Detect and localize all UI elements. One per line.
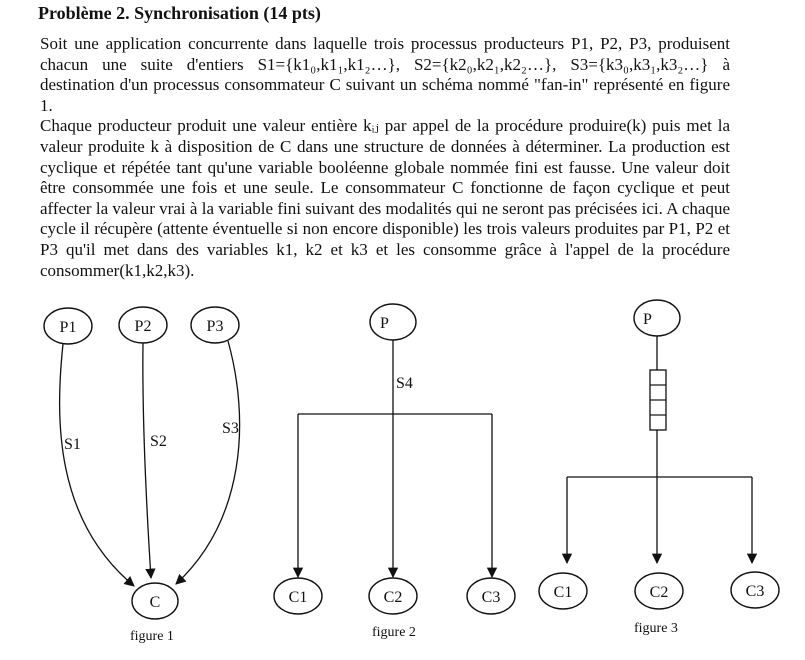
producer-label-p1: P1 (59, 319, 77, 336)
consumer-label-c2: C2 (649, 584, 669, 601)
producer-label-p2: P2 (134, 318, 152, 335)
consumer-label-c1: C1 (288, 589, 308, 606)
stream-label-s2: S2 (150, 433, 167, 450)
figure-2-caption: figure 2 (372, 625, 416, 640)
statement-paragraph-1: Soit une application concurrente dans laquelle trois processus producteurs P1, P2, P3, produisent chacun une suite d'entiers S1={k1₀,k1₁,k1₂…}, S2={k2₀,k2₁,k2₂…}, S3={k3₀,k3₁,k3₂…} à destination d'un processus consommateur C suivant un schéma nommé "fan-in" représenté en figure 1. (40, 34, 730, 115)
figure-1-caption: figure 1 (130, 629, 174, 644)
statement-paragraph-2: Chaque producteur produit une valeur entière kᵢⱼ par appel de la procédure produire(k) puis met la valeur produite k à disposition de C dans une structure de données à déterminer. La production est cyclique et répétée tant qu'une variable booléenne globale nommée fini est fausse. Une valeur doit être consommée une fois et une seule. Le consommateur C fonctionne de façon cyclique et peut affecter la valeur vrai à la variable fini suivant des modalités qui ne seront pas précisées ici. A chaque cycle il récupère (attente éventuelle si non encore disponible) les trois valeurs produites par P1, P2 et P3 qu'il met dans des variables k1, k2 et k3 et les consomme grâce à l'appel de la procédure consommer(k1,k2,k3). (40, 116, 730, 280)
producer-label-p: P (380, 315, 389, 332)
figure-1 (44, 307, 240, 644)
producer-node-p (370, 304, 416, 340)
stream-label-s3: S3 (222, 420, 239, 437)
producer-label-p3: P3 (206, 318, 224, 335)
consumer-label-c2: C2 (383, 589, 403, 606)
consumer-label-c1: C1 (553, 584, 573, 601)
problem-title: Problème 2. Synchronisation (14 pts) (38, 3, 321, 23)
stream-arrow-s3 (176, 341, 240, 584)
figure-3-caption: figure 3 (634, 621, 678, 636)
producer-label-p: P (643, 311, 652, 328)
consumer-label-c3: C3 (481, 589, 501, 606)
figure-2 (274, 304, 515, 640)
stream-arrow-s2 (143, 343, 151, 578)
consumer-label-c: C (149, 594, 161, 611)
consumer-label-c3: C3 (745, 583, 765, 600)
stream-arrow-s1 (60, 344, 134, 586)
producer-node-p (634, 300, 680, 336)
figure-3 (539, 300, 779, 636)
stream-label-s4: S4 (396, 375, 413, 392)
stream-label-s1: S1 (64, 436, 81, 453)
